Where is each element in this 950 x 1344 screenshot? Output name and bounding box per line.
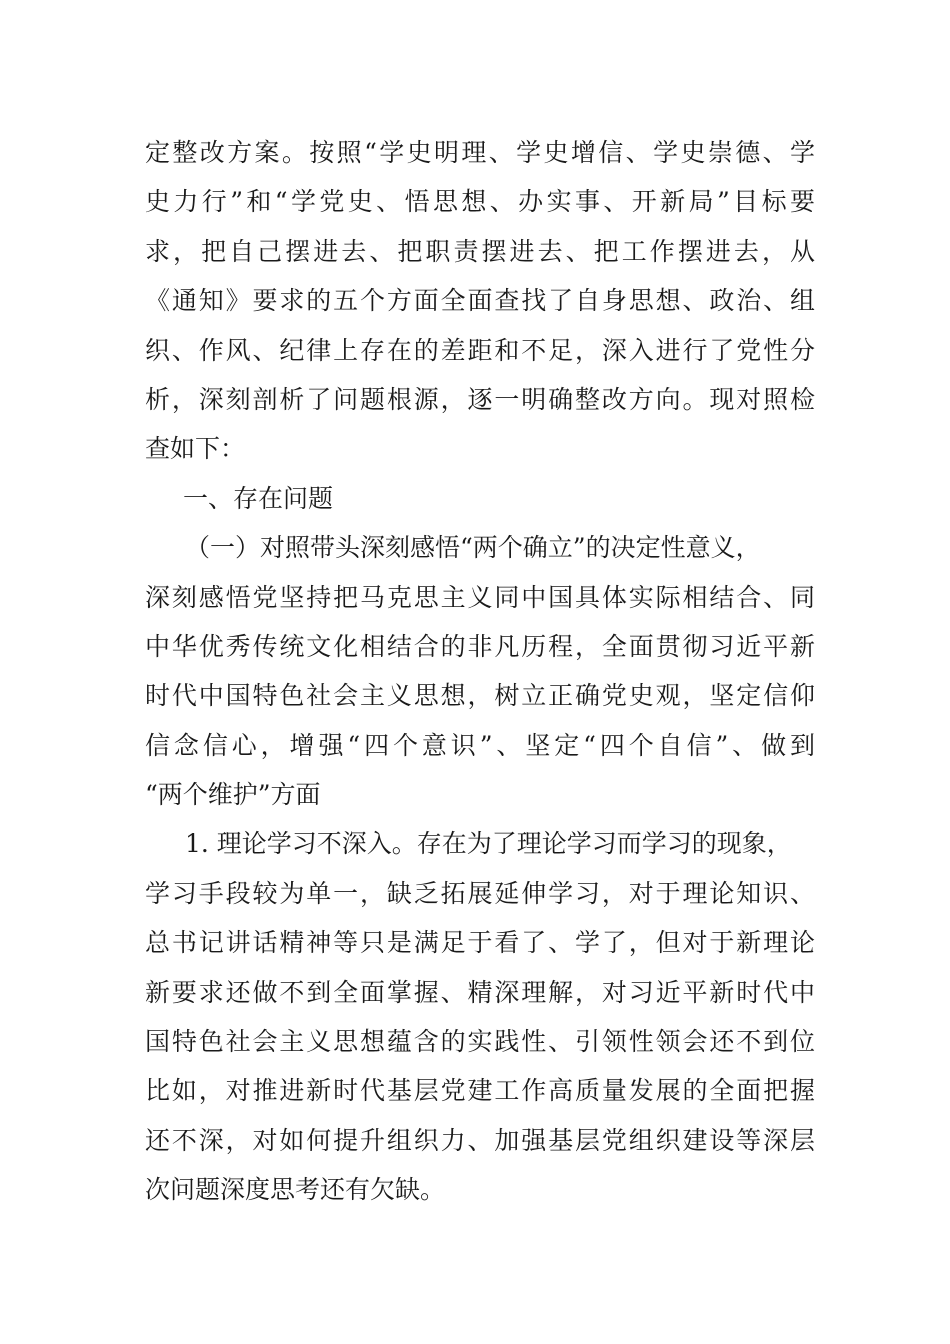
item-line: 比如，对推进新时代基层党建工作高质量发展的全面把握	[145, 1076, 815, 1106]
paragraph-line: 《通知》要求的五个方面全面查找了自身思想、政治、组	[145, 286, 815, 316]
document-body	[145, 128, 815, 1215]
section-heading: 一、存在问题	[183, 483, 334, 513]
item-line: 次问题深度思考还有欠缺。	[145, 1175, 446, 1205]
paragraph-line: 求，把自己摆进去、把职责摆进去、把工作摆进去，从	[145, 236, 815, 266]
item-line: 1. 理论学习不深入。存在为了理论学习而学习的现象，	[185, 829, 792, 859]
item-line: 还不深，对如何提升组织力、加强基层党组织建设等深层	[145, 1125, 815, 1155]
paragraph-line: 织、作风、纪律上存在的差距和不足，深入进行了党性分	[145, 335, 815, 365]
paragraph-line: 查如下：	[145, 434, 246, 464]
subsection-heading-line: （一）对照带头深刻感悟“两个确立”的决定性意义，	[185, 533, 761, 563]
subsection-heading-line: 信念信心，增强“四个意识”、坚定“四个自信”、做到	[145, 730, 815, 760]
item-line: 学习手段较为单一，缺乏拓展延伸学习，对于理论知识、	[145, 878, 815, 908]
item-line: 总书记讲话精神等只是满足于看了、学了，但对于新理论	[145, 928, 815, 958]
subsection-heading-line: 时代中国特色社会主义思想，树立正确党史观，坚定信仰	[145, 681, 815, 711]
paragraph-line: 史力行”和“学党史、悟思想、办实事、开新局”目标要	[145, 187, 815, 217]
item-line: 新要求还做不到全面掌握、精深理解，对习近平新时代中	[145, 977, 815, 1007]
item-line: 国特色社会主义思想蕴含的实践性、引领性领会还不到位	[145, 1027, 815, 1057]
subsection-heading-line: 中华优秀传统文化相结合的非凡历程，全面贯彻习近平新	[145, 631, 815, 661]
subsection-heading-line: “两个维护”方面	[145, 780, 321, 810]
subsection-heading-line: 深刻感悟党坚持把马克思主义同中国具体实际相结合、同	[145, 582, 815, 612]
paragraph-line: 析，深刻剖析了问题根源，逐一明确整改方向。现对照检	[145, 384, 815, 414]
paragraph-line: 定整改方案。按照“学史明理、学史增信、学史崇德、学	[145, 138, 815, 167]
